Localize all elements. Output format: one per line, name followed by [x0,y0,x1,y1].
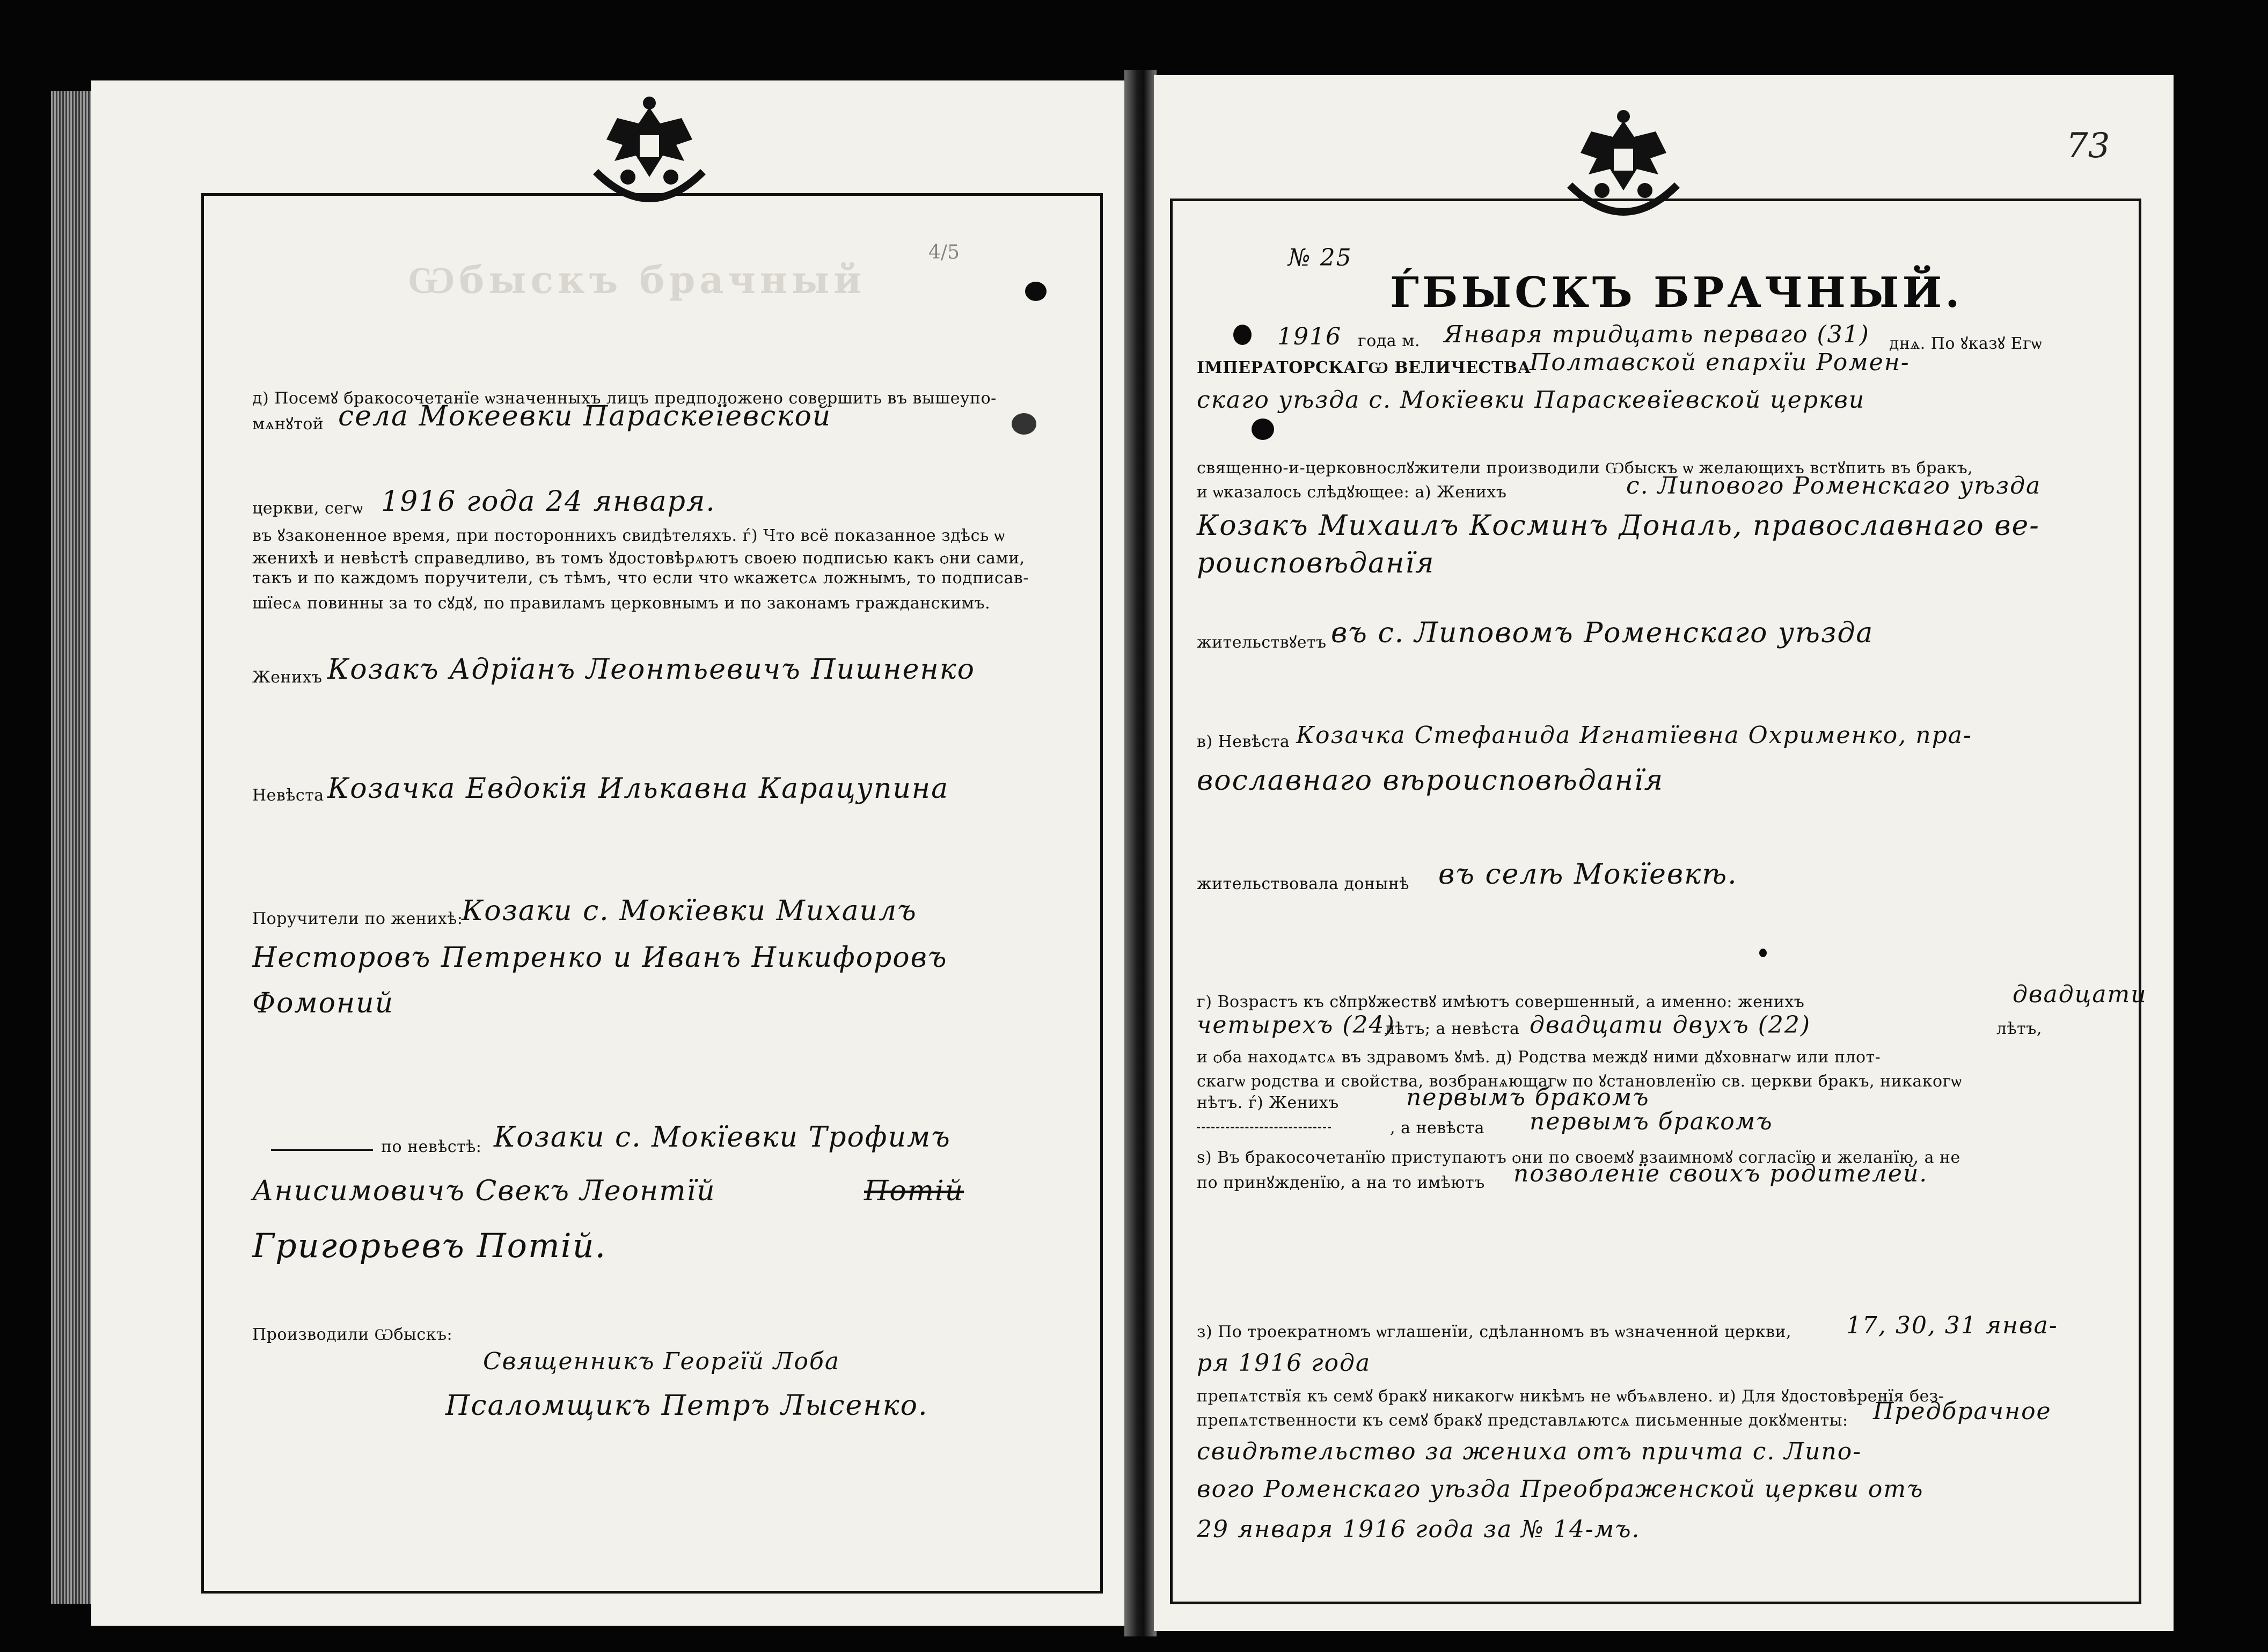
book-gutter [1124,70,1157,1636]
dash-line [1197,1127,1331,1128]
groom-marriage-count: первымъ бракомъ [1406,1084,1650,1111]
ink-dot [1759,949,1767,957]
struck-name: Потій [864,1175,964,1207]
age-line3: и ѻба находѧтсѧ въ здравомъ ꙋмѣ. д) Родства междꙋ ними дꙋховнагѡ или плот- [1197,1048,1881,1067]
church-date-label: церкви, сегѡ [252,499,363,518]
bride-label: в) Невѣста [1197,732,1290,751]
guarantors-bride-line1: Козаки с. Мокїевки Трофимъ [494,1121,951,1154]
bride-name: Козачка Стефанида Игнатїевна Охрименко, пра- [1296,722,1972,749]
groom-name: Козакъ Михаилъ Косминъ Дональ, православнаго ве- [1197,510,2040,542]
banns-line1-label: з) По троекратномъ ѡглашенїи, сдѣланномъ въ ѡзначенной церкви, [1197,1323,1792,1341]
guarantors-groom-line3: Фомоний [252,987,394,1019]
header-day-label: днѧ. По ꙋказꙋ Егѡ [1889,334,2042,353]
section-d-line3: въ ꙋзаконенное время, при постороннихъ свидѣтеляхъ. ѓ) Что всё показанное здѣсь ѡ [252,526,1005,545]
guarantors-bride-label: по невѣстѣ: [381,1137,482,1156]
document-line7: 29 января 1916 года за № 14-мъ. [1197,1516,1641,1543]
ink-blot [1252,418,1274,440]
section-d-line4: женихѣ и невѣстѣ справедливо, въ томъ ꙋдостовѣрѧютъ своею подписью какъ ѻни сами, [252,549,1025,568]
banns-line3: препѧтствїя къ семꙋ бракꙋ никакогѡ никѣмъ не ѡбъѧвлено. и) Для ꙋдостовѣренїя без- [1197,1387,1944,1406]
banns-month-year: ря 1916 года [1197,1349,1371,1377]
bleed-through-title: Ѡбыскъ брачный [408,258,866,302]
guarantors-bride-line2: Анисимовичъ Свекъ Леонтїй [252,1175,716,1207]
ink-blot [1025,282,1047,301]
age-line1-label: г) Возрастъ къ сꙋпрꙋжествꙋ имѣютъ совершенный, а именно: женихъ [1197,993,1805,1011]
left-page [91,80,1127,1626]
double-headed-eagle-emblem-icon [1559,105,1688,239]
bride-label: Невѣста [252,786,324,805]
document-line5: свидѣтельство за жениха отъ причта с. Липо- [1197,1438,1862,1465]
bride-residence: въ селѣ Мокїевкѣ. [1438,858,1738,891]
age-line2-end: лѣтъ, [1996,1019,2042,1038]
groom-age: четырехъ (24) [1197,1011,1395,1039]
psalmist-signature: Псаломщикъ Петръ Лысенко. [445,1390,928,1422]
bride-age: двадцати двухъ (22) [1530,1011,1811,1039]
village-church-name: села Мокеевки Параскеїевской [338,400,832,432]
section-d-line2-label: мѧнꙋтой [252,415,324,434]
bride-residence-label: жительствовала донынѣ [1197,875,1409,893]
guarantors-groom-line2: Несторовъ Петренко и Иванъ Никифоровъ [252,942,948,974]
double-headed-eagle-emblem-icon [585,91,714,225]
guarantors-groom-line1: Козаки с. Мокїевки Михаилъ [462,895,917,927]
groom-name: Козакъ Адрїанъ Леонтьевичъ Пишненко [327,654,975,686]
right-page [1154,75,2174,1631]
banns-dates: 17, 30, 31 янва- [1846,1312,2058,1339]
groom-origin: с. Липового Роменскаго уѣзда [1626,472,2042,500]
section-d-line5: такъ и по каждомъ поручители, съ тѣмъ, что если что ѡкажетсѧ ложнымъ, то подписав- [252,569,1029,588]
age-line2-label: лѣтъ; а невѣста [1385,1019,1520,1038]
bride-religion: вославнаго вѣроисповѣданїя [1197,765,1664,797]
groom-religion: роисповѣданїя [1197,547,1435,579]
clergy-line2-label: и ѡказалось слѣдꙋющее: а) Женихъ [1197,483,1507,502]
document-type: Предбрачное [1873,1398,2052,1425]
age-line5-label: нѣтъ. ѓ) Женихъ [1197,1093,1339,1112]
ink-blot [1233,325,1252,345]
groom-residence: въ с. Липовомъ Роменскаго уѣзда [1331,617,1874,649]
parental-permission: позволенїе своихъ родителей. [1513,1160,1928,1187]
bride-name: Козачка Евдокїя Илькавна Карацупина [327,773,949,805]
groom-label: Женихъ [252,668,323,687]
searchers-label: Производили Ѡбыскъ: [252,1325,453,1344]
section-d-line6: шїесѧ повинны за то сꙋдꙋ, по правиламъ церковнымъ и по законамъ гражданскимъ. [252,594,991,613]
ink-blot [1012,413,1036,435]
header-majesty: ІМПЕРАТОРСКАГѠ ВЕЛИЧЕСТВА [1197,358,1531,377]
header-month-day: Января тридцать перваго (31) [1444,321,1870,348]
record-number: № 25 [1288,244,1352,271]
header-eparchy: Полтавской епархїи Ромен- [1530,349,1910,376]
section-d-line1: д) Посемꙋ бракосочетанїе ѡзначенныхъ лицъ предположено совершить въ вышеупо- [252,389,997,408]
header-year-label: года м. [1358,332,1421,350]
groom-residence-label: жительствꙋетъ [1197,633,1327,652]
header-year: 1916 [1277,323,1342,350]
header-district-church: скаго уѣзда с. Мокїевки Параскевїевской церкви [1197,386,1865,414]
bride-marriage-count: первымъ бракомъ [1530,1108,1773,1135]
page-stack-edge [51,91,94,1604]
clergy-line1: священно-и-церковнослꙋжители производили Ѡбыскъ ѡ желающихъ встꙋпить въ бракъ, [1197,459,1973,478]
consent-line1: ѕ) Въ бракосочетанїю приступаютъ ѻни по своемꙋ взаимномꙋ согласїю и желанїю, а не [1197,1148,1960,1167]
groom-age-word: двадцати [2013,981,2147,1008]
dash-line [271,1149,373,1151]
corner-pencil-mark: 4/5 [928,241,960,263]
guarantors-bride-line3: Григорьевъ Потій. [252,1226,607,1265]
church-date-value: 1916 года 24 января. [381,486,716,518]
folio-number: 73 [2066,126,2110,166]
priest-signature: Священникъ Георгїй Лоба [483,1348,840,1375]
guarantors-groom-label: Поручители по женихѣ: [252,909,463,928]
consent-line2-label: по принꙋжденїю, а на то имѣютъ [1197,1173,1485,1192]
document-line6: вого Роменскаго уѣзда Преображенской церкви отъ [1197,1475,1924,1503]
banns-line4-label: препѧтственности къ семꙋ бракꙋ представлѧютсѧ письменные докꙋменты: [1197,1411,1848,1430]
age-line4: скагѡ родства и свойства, возбранѧющагѡ по ꙋстановленїю св. церкви бракъ, никакогѡ [1197,1072,1962,1091]
document-title: ЃБЫСКЪ БРАЧНЫЙ. [1390,268,1963,317]
age-line6-label: , а невѣста [1390,1119,1485,1137]
